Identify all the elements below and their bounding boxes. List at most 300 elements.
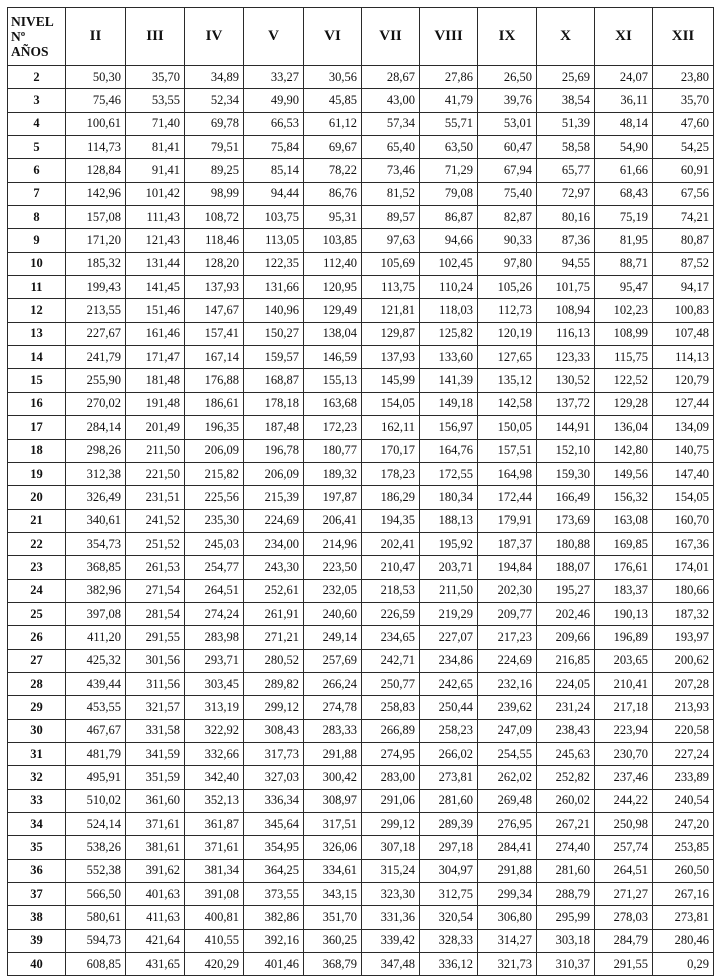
value-cell: 176,88 bbox=[185, 369, 244, 392]
value-cell: 163,08 bbox=[595, 509, 653, 532]
value-cell: 242,71 bbox=[362, 649, 420, 672]
value-cell: 245,03 bbox=[185, 532, 244, 555]
value-cell: 364,25 bbox=[244, 859, 304, 882]
years-cell: 22 bbox=[8, 532, 66, 555]
level-header-cell: III bbox=[126, 8, 185, 66]
value-cell: 35,70 bbox=[653, 89, 714, 112]
value-cell: 197,87 bbox=[304, 486, 362, 509]
value-cell: 397,08 bbox=[66, 602, 126, 625]
value-cell: 209,66 bbox=[537, 626, 595, 649]
value-cell: 157,41 bbox=[185, 322, 244, 345]
value-cell: 343,15 bbox=[304, 883, 362, 906]
value-cell: 382,86 bbox=[244, 906, 304, 929]
value-cell: 220,58 bbox=[653, 719, 714, 742]
value-cell: 207,28 bbox=[653, 672, 714, 695]
value-cell: 203,65 bbox=[595, 649, 653, 672]
value-cell: 221,50 bbox=[126, 462, 185, 485]
value-cell: 215,39 bbox=[244, 486, 304, 509]
table-row bbox=[8, 719, 714, 742]
value-cell: 74,21 bbox=[653, 206, 714, 229]
value-cell: 185,32 bbox=[66, 252, 126, 275]
value-cell: 151,46 bbox=[126, 299, 185, 322]
value-cell: 276,95 bbox=[478, 813, 537, 836]
value-cell: 133,60 bbox=[420, 346, 478, 369]
value-cell: 157,51 bbox=[478, 439, 537, 462]
value-cell: 145,99 bbox=[362, 369, 420, 392]
years-cell: 12 bbox=[8, 299, 66, 322]
value-cell: 351,70 bbox=[304, 906, 362, 929]
value-cell: 524,14 bbox=[66, 813, 126, 836]
value-cell: 81,95 bbox=[595, 229, 653, 252]
value-cell: 291,88 bbox=[478, 859, 537, 882]
value-cell: 154,05 bbox=[653, 486, 714, 509]
table-row bbox=[8, 602, 714, 625]
years-cell: 29 bbox=[8, 696, 66, 719]
value-cell: 227,07 bbox=[420, 626, 478, 649]
value-cell: 252,82 bbox=[537, 766, 595, 789]
value-cell: 163,68 bbox=[304, 392, 362, 415]
table-row bbox=[8, 66, 714, 89]
years-cell: 5 bbox=[8, 136, 66, 159]
value-cell: 88,71 bbox=[595, 252, 653, 275]
value-cell: 339,42 bbox=[362, 929, 420, 952]
table-row bbox=[8, 836, 714, 859]
value-cell: 0,29 bbox=[653, 953, 714, 976]
value-cell: 254,77 bbox=[185, 556, 244, 579]
value-cell: 51,39 bbox=[537, 112, 595, 135]
value-cell: 161,46 bbox=[126, 322, 185, 345]
value-cell: 125,82 bbox=[420, 322, 478, 345]
value-cell: 352,13 bbox=[185, 789, 244, 812]
years-cell: 30 bbox=[8, 719, 66, 742]
level-header-cell: X bbox=[537, 8, 595, 66]
value-cell: 467,67 bbox=[66, 719, 126, 742]
value-cell: 97,63 bbox=[362, 229, 420, 252]
value-cell: 210,47 bbox=[362, 556, 420, 579]
value-cell: 188,07 bbox=[537, 556, 595, 579]
value-cell: 86,76 bbox=[304, 182, 362, 205]
value-cell: 224,69 bbox=[478, 649, 537, 672]
value-cell: 141,39 bbox=[420, 369, 478, 392]
value-cell: 284,41 bbox=[478, 836, 537, 859]
value-cell: 202,46 bbox=[537, 602, 595, 625]
value-cell: 110,24 bbox=[420, 276, 478, 299]
value-cell: 57,34 bbox=[362, 112, 420, 135]
value-cell: 439,44 bbox=[66, 672, 126, 695]
value-cell: 101,75 bbox=[537, 276, 595, 299]
value-cell: 232,05 bbox=[304, 579, 362, 602]
years-cell: 11 bbox=[8, 276, 66, 299]
table-row bbox=[8, 322, 714, 345]
years-cell: 39 bbox=[8, 929, 66, 952]
value-cell: 108,99 bbox=[595, 322, 653, 345]
value-cell: 234,65 bbox=[362, 626, 420, 649]
table-row bbox=[8, 229, 714, 252]
value-cell: 80,87 bbox=[653, 229, 714, 252]
corner-header-cell bbox=[8, 8, 66, 66]
value-cell: 264,51 bbox=[185, 579, 244, 602]
value-cell: 65,40 bbox=[362, 136, 420, 159]
value-cell: 224,69 bbox=[244, 509, 304, 532]
table-row bbox=[8, 112, 714, 135]
value-cell: 167,14 bbox=[185, 346, 244, 369]
table-row bbox=[8, 532, 714, 555]
value-cell: 127,44 bbox=[653, 392, 714, 415]
value-cell: 225,56 bbox=[185, 486, 244, 509]
value-cell: 25,69 bbox=[537, 66, 595, 89]
value-cell: 122,52 bbox=[595, 369, 653, 392]
value-cell: 71,29 bbox=[420, 159, 478, 182]
value-cell: 301,56 bbox=[126, 649, 185, 672]
value-cell: 38,54 bbox=[537, 89, 595, 112]
value-cell: 72,97 bbox=[537, 182, 595, 205]
value-cell: 196,78 bbox=[244, 439, 304, 462]
table-row bbox=[8, 742, 714, 765]
table-row bbox=[8, 89, 714, 112]
value-cell: 142,96 bbox=[66, 182, 126, 205]
level-years-table bbox=[7, 7, 714, 976]
value-cell: 280,46 bbox=[653, 929, 714, 952]
value-cell: 23,80 bbox=[653, 66, 714, 89]
value-cell: 214,96 bbox=[304, 532, 362, 555]
value-cell: 230,70 bbox=[595, 742, 653, 765]
value-cell: 266,02 bbox=[420, 742, 478, 765]
years-cell: 31 bbox=[8, 742, 66, 765]
value-cell: 266,24 bbox=[304, 672, 362, 695]
value-cell: 326,49 bbox=[66, 486, 126, 509]
value-cell: 239,62 bbox=[478, 696, 537, 719]
value-cell: 594,73 bbox=[66, 929, 126, 952]
value-cell: 261,53 bbox=[126, 556, 185, 579]
value-cell: 312,75 bbox=[420, 883, 478, 906]
years-cell: 17 bbox=[8, 416, 66, 439]
value-cell: 401,63 bbox=[126, 883, 185, 906]
value-cell: 113,05 bbox=[244, 229, 304, 252]
value-cell: 137,93 bbox=[185, 276, 244, 299]
value-cell: 341,59 bbox=[126, 742, 185, 765]
value-cell: 54,90 bbox=[595, 136, 653, 159]
value-cell: 187,32 bbox=[653, 602, 714, 625]
value-cell: 190,13 bbox=[595, 602, 653, 625]
value-cell: 361,87 bbox=[185, 813, 244, 836]
value-cell: 156,32 bbox=[595, 486, 653, 509]
value-cell: 281,60 bbox=[537, 859, 595, 882]
level-header-cell: XII bbox=[653, 8, 714, 66]
table-header bbox=[8, 8, 714, 66]
value-cell: 79,08 bbox=[420, 182, 478, 205]
value-cell: 130,52 bbox=[537, 369, 595, 392]
value-cell: 237,46 bbox=[595, 766, 653, 789]
value-cell: 202,30 bbox=[478, 579, 537, 602]
value-cell: 166,49 bbox=[537, 486, 595, 509]
value-cell: 223,50 bbox=[304, 556, 362, 579]
value-cell: 75,19 bbox=[595, 206, 653, 229]
value-cell: 322,92 bbox=[185, 719, 244, 742]
value-cell: 326,06 bbox=[304, 836, 362, 859]
value-cell: 400,81 bbox=[185, 906, 244, 929]
value-cell: 129,49 bbox=[304, 299, 362, 322]
value-cell: 360,25 bbox=[304, 929, 362, 952]
value-cell: 255,90 bbox=[66, 369, 126, 392]
value-cell: 269,48 bbox=[478, 789, 537, 812]
value-cell: 127,65 bbox=[478, 346, 537, 369]
value-cell: 39,76 bbox=[478, 89, 537, 112]
value-cell: 179,91 bbox=[478, 509, 537, 532]
table-row bbox=[8, 883, 714, 906]
table-row bbox=[8, 556, 714, 579]
value-cell: 278,03 bbox=[595, 906, 653, 929]
value-cell: 172,44 bbox=[478, 486, 537, 509]
table-row bbox=[8, 369, 714, 392]
value-cell: 312,38 bbox=[66, 462, 126, 485]
years-cell: 23 bbox=[8, 556, 66, 579]
value-cell: 321,57 bbox=[126, 696, 185, 719]
table-body bbox=[8, 66, 714, 976]
value-cell: 411,20 bbox=[66, 626, 126, 649]
value-cell: 128,20 bbox=[185, 252, 244, 275]
value-cell: 345,64 bbox=[244, 813, 304, 836]
value-cell: 123,33 bbox=[537, 346, 595, 369]
value-cell: 235,30 bbox=[185, 509, 244, 532]
value-cell: 274,78 bbox=[304, 696, 362, 719]
value-cell: 206,09 bbox=[244, 462, 304, 485]
value-cell: 401,46 bbox=[244, 953, 304, 976]
value-cell: 249,14 bbox=[304, 626, 362, 649]
value-cell: 67,56 bbox=[653, 182, 714, 205]
value-cell: 89,57 bbox=[362, 206, 420, 229]
value-cell: 102,23 bbox=[595, 299, 653, 322]
value-cell: 250,44 bbox=[420, 696, 478, 719]
table-row bbox=[8, 416, 714, 439]
value-cell: 129,87 bbox=[362, 322, 420, 345]
value-cell: 60,47 bbox=[478, 136, 537, 159]
value-cell: 186,61 bbox=[185, 392, 244, 415]
years-cell: 35 bbox=[8, 836, 66, 859]
value-cell: 336,34 bbox=[244, 789, 304, 812]
value-cell: 49,90 bbox=[244, 89, 304, 112]
value-cell: 53,01 bbox=[478, 112, 537, 135]
value-cell: 250,98 bbox=[595, 813, 653, 836]
value-cell: 274,24 bbox=[185, 602, 244, 625]
value-cell: 321,73 bbox=[478, 953, 537, 976]
value-cell: 202,41 bbox=[362, 532, 420, 555]
value-cell: 50,30 bbox=[66, 66, 126, 89]
value-cell: 283,00 bbox=[362, 766, 420, 789]
value-cell: 147,67 bbox=[185, 299, 244, 322]
value-cell: 299,12 bbox=[362, 813, 420, 836]
table-row bbox=[8, 486, 714, 509]
value-cell: 203,71 bbox=[420, 556, 478, 579]
years-cell: 26 bbox=[8, 626, 66, 649]
value-cell: 310,37 bbox=[537, 953, 595, 976]
table-row bbox=[8, 509, 714, 532]
value-cell: 267,16 bbox=[653, 883, 714, 906]
level-header-cell: VIII bbox=[420, 8, 478, 66]
value-cell: 273,81 bbox=[653, 906, 714, 929]
value-cell: 215,82 bbox=[185, 462, 244, 485]
value-cell: 112,40 bbox=[304, 252, 362, 275]
value-cell: 245,63 bbox=[537, 742, 595, 765]
value-cell: 244,22 bbox=[595, 789, 653, 812]
years-cell: 2 bbox=[8, 66, 66, 89]
value-cell: 293,71 bbox=[185, 649, 244, 672]
value-cell: 552,38 bbox=[66, 859, 126, 882]
value-cell: 233,89 bbox=[653, 766, 714, 789]
table-row bbox=[8, 813, 714, 836]
value-cell: 97,80 bbox=[478, 252, 537, 275]
value-cell: 240,54 bbox=[653, 789, 714, 812]
years-cell: 9 bbox=[8, 229, 66, 252]
value-cell: 303,45 bbox=[185, 672, 244, 695]
value-cell: 101,42 bbox=[126, 182, 185, 205]
value-cell: 195,92 bbox=[420, 532, 478, 555]
value-cell: 328,33 bbox=[420, 929, 478, 952]
value-cell: 150,05 bbox=[478, 416, 537, 439]
value-cell: 608,85 bbox=[66, 953, 126, 976]
value-cell: 35,70 bbox=[126, 66, 185, 89]
value-cell: 371,61 bbox=[185, 836, 244, 859]
value-cell: 223,94 bbox=[595, 719, 653, 742]
value-cell: 317,51 bbox=[304, 813, 362, 836]
value-cell: 232,16 bbox=[478, 672, 537, 695]
years-cell: 24 bbox=[8, 579, 66, 602]
value-cell: 213,93 bbox=[653, 696, 714, 719]
value-cell: 224,05 bbox=[537, 672, 595, 695]
value-cell: 254,55 bbox=[478, 742, 537, 765]
value-cell: 308,97 bbox=[304, 789, 362, 812]
value-cell: 253,85 bbox=[653, 836, 714, 859]
value-cell: 181,48 bbox=[126, 369, 185, 392]
value-cell: 52,34 bbox=[185, 89, 244, 112]
years-cell: 34 bbox=[8, 813, 66, 836]
years-cell: 27 bbox=[8, 649, 66, 672]
value-cell: 281,54 bbox=[126, 602, 185, 625]
value-cell: 71,40 bbox=[126, 112, 185, 135]
value-cell: 194,84 bbox=[478, 556, 537, 579]
years-cell: 7 bbox=[8, 182, 66, 205]
value-cell: 100,83 bbox=[653, 299, 714, 322]
value-cell: 61,66 bbox=[595, 159, 653, 182]
value-cell: 270,02 bbox=[66, 392, 126, 415]
value-cell: 172,55 bbox=[420, 462, 478, 485]
value-cell: 54,25 bbox=[653, 136, 714, 159]
table-row bbox=[8, 906, 714, 929]
value-cell: 313,19 bbox=[185, 696, 244, 719]
value-cell: 85,14 bbox=[244, 159, 304, 182]
value-cell: 258,83 bbox=[362, 696, 420, 719]
years-cell: 20 bbox=[8, 486, 66, 509]
value-cell: 121,81 bbox=[362, 299, 420, 322]
value-cell: 267,21 bbox=[537, 813, 595, 836]
table-row bbox=[8, 789, 714, 812]
value-cell: 178,23 bbox=[362, 462, 420, 485]
value-cell: 217,23 bbox=[478, 626, 537, 649]
value-cell: 193,97 bbox=[653, 626, 714, 649]
value-cell: 580,61 bbox=[66, 906, 126, 929]
level-header-cell: IV bbox=[185, 8, 244, 66]
table-row bbox=[8, 346, 714, 369]
value-cell: 114,73 bbox=[66, 136, 126, 159]
value-cell: 381,61 bbox=[126, 836, 185, 859]
value-cell: 69,78 bbox=[185, 112, 244, 135]
value-cell: 211,50 bbox=[126, 439, 185, 462]
table-row bbox=[8, 206, 714, 229]
years-cell: 18 bbox=[8, 439, 66, 462]
value-cell: 95,47 bbox=[595, 276, 653, 299]
value-cell: 183,37 bbox=[595, 579, 653, 602]
value-cell: 382,96 bbox=[66, 579, 126, 602]
value-cell: 281,60 bbox=[420, 789, 478, 812]
value-cell: 137,72 bbox=[537, 392, 595, 415]
value-cell: 260,50 bbox=[653, 859, 714, 882]
level-header-cell: XI bbox=[595, 8, 653, 66]
value-cell: 314,27 bbox=[478, 929, 537, 952]
value-cell: 34,89 bbox=[185, 66, 244, 89]
value-cell: 347,48 bbox=[362, 953, 420, 976]
value-cell: 332,66 bbox=[185, 742, 244, 765]
value-cell: 120,19 bbox=[478, 322, 537, 345]
table-row bbox=[8, 159, 714, 182]
value-cell: 58,58 bbox=[537, 136, 595, 159]
value-cell: 216,85 bbox=[537, 649, 595, 672]
value-cell: 164,76 bbox=[420, 439, 478, 462]
value-cell: 55,71 bbox=[420, 112, 478, 135]
value-cell: 169,85 bbox=[595, 532, 653, 555]
value-cell: 111,43 bbox=[126, 206, 185, 229]
value-cell: 238,43 bbox=[537, 719, 595, 742]
value-cell: 194,35 bbox=[362, 509, 420, 532]
value-cell: 291,88 bbox=[304, 742, 362, 765]
value-cell: 157,08 bbox=[66, 206, 126, 229]
value-cell: 284,14 bbox=[66, 416, 126, 439]
value-cell: 311,56 bbox=[126, 672, 185, 695]
value-cell: 188,13 bbox=[420, 509, 478, 532]
value-cell: 201,49 bbox=[126, 416, 185, 439]
value-cell: 147,40 bbox=[653, 462, 714, 485]
value-cell: 122,35 bbox=[244, 252, 304, 275]
value-cell: 102,45 bbox=[420, 252, 478, 275]
value-cell: 495,91 bbox=[66, 766, 126, 789]
value-cell: 91,41 bbox=[126, 159, 185, 182]
value-cell: 135,12 bbox=[478, 369, 537, 392]
table-row bbox=[8, 579, 714, 602]
value-cell: 262,02 bbox=[478, 766, 537, 789]
value-cell: 241,52 bbox=[126, 509, 185, 532]
value-cell: 187,48 bbox=[244, 416, 304, 439]
value-cell: 271,27 bbox=[595, 883, 653, 906]
value-cell: 121,43 bbox=[126, 229, 185, 252]
value-cell: 291,55 bbox=[126, 626, 185, 649]
value-cell: 361,60 bbox=[126, 789, 185, 812]
value-cell: 331,36 bbox=[362, 906, 420, 929]
value-cell: 289,39 bbox=[420, 813, 478, 836]
years-cell: 3 bbox=[8, 89, 66, 112]
value-cell: 33,27 bbox=[244, 66, 304, 89]
years-cell: 4 bbox=[8, 112, 66, 135]
years-cell: 13 bbox=[8, 322, 66, 345]
value-cell: 240,60 bbox=[304, 602, 362, 625]
value-cell: 141,45 bbox=[126, 276, 185, 299]
value-cell: 342,40 bbox=[185, 766, 244, 789]
value-cell: 431,65 bbox=[126, 953, 185, 976]
value-cell: 264,51 bbox=[595, 859, 653, 882]
value-cell: 247,09 bbox=[478, 719, 537, 742]
years-cell: 15 bbox=[8, 369, 66, 392]
table-row bbox=[8, 439, 714, 462]
value-cell: 80,16 bbox=[537, 206, 595, 229]
value-cell: 257,74 bbox=[595, 836, 653, 859]
value-cell: 176,61 bbox=[595, 556, 653, 579]
